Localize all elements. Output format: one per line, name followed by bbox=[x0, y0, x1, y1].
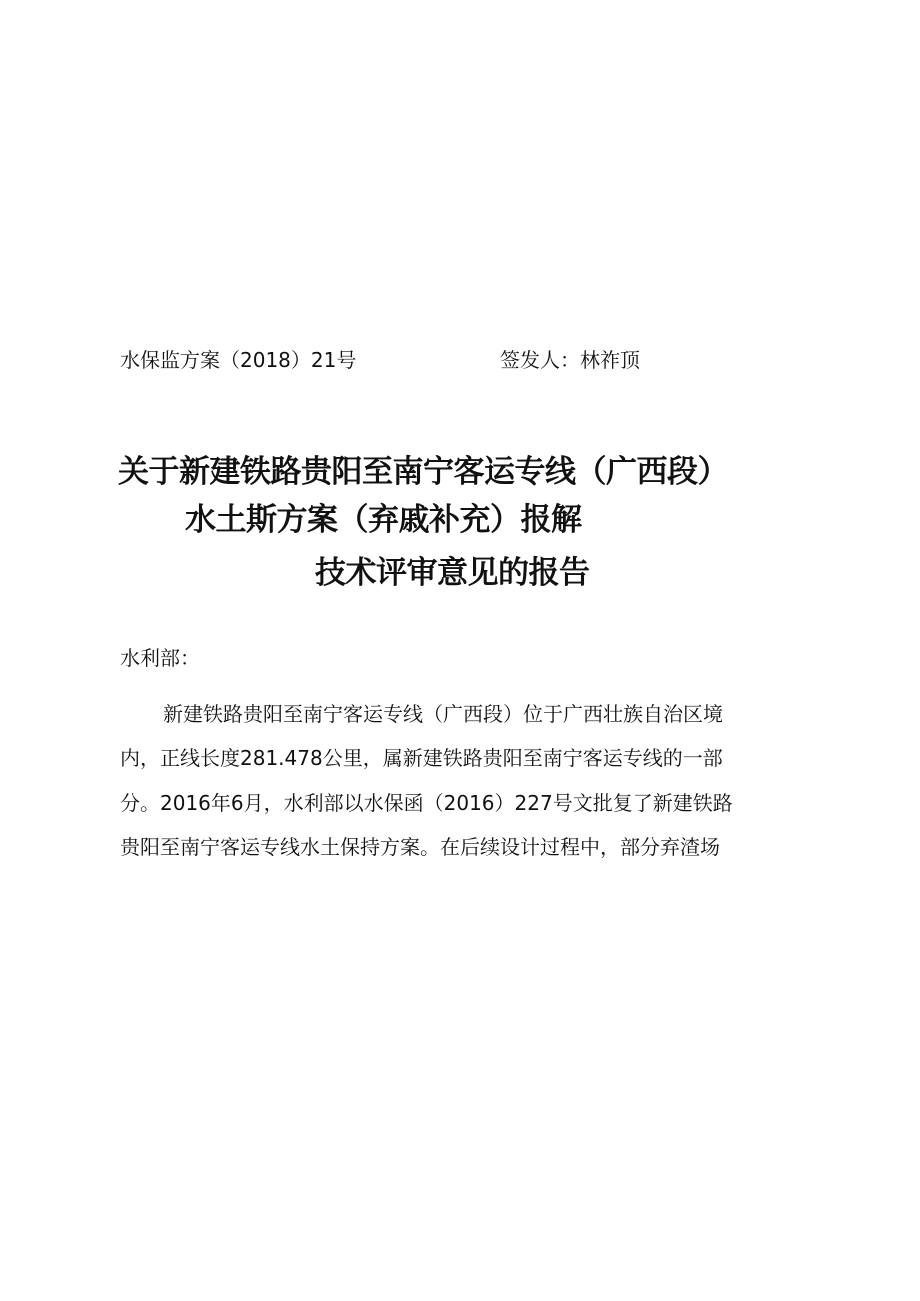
body-line-3: 分。2016年6月，水利部以水保函（2016）227号文批复了新建铁路 bbox=[120, 791, 733, 815]
body-line-2: 内，正线长度281.478公里，属新建铁路贵阳至南宁客运专线的一部 bbox=[120, 746, 723, 770]
issuer-signature: 签发人：林祚顶 bbox=[500, 348, 640, 372]
salutation: 水利部： bbox=[120, 646, 200, 670]
title-line-3: 技术评审意见的报告 bbox=[315, 555, 590, 591]
title-line-1: 关于新建铁路贵阳至南宁客运专线（广西段） bbox=[118, 454, 728, 490]
body-line-1: 新建铁路贵阳至南宁客运专线（广西段）位于广西壮族自治区境 bbox=[163, 702, 723, 726]
document-number: 水保监方案（2018）21号 bbox=[120, 348, 357, 372]
title-line-2: 水土斯方案（弃戚补充）报解 bbox=[185, 502, 582, 538]
body-line-4: 贵阳至南宁客运专线水土保持方案。在后续设计过程中，部分弃渣场 bbox=[120, 835, 720, 859]
